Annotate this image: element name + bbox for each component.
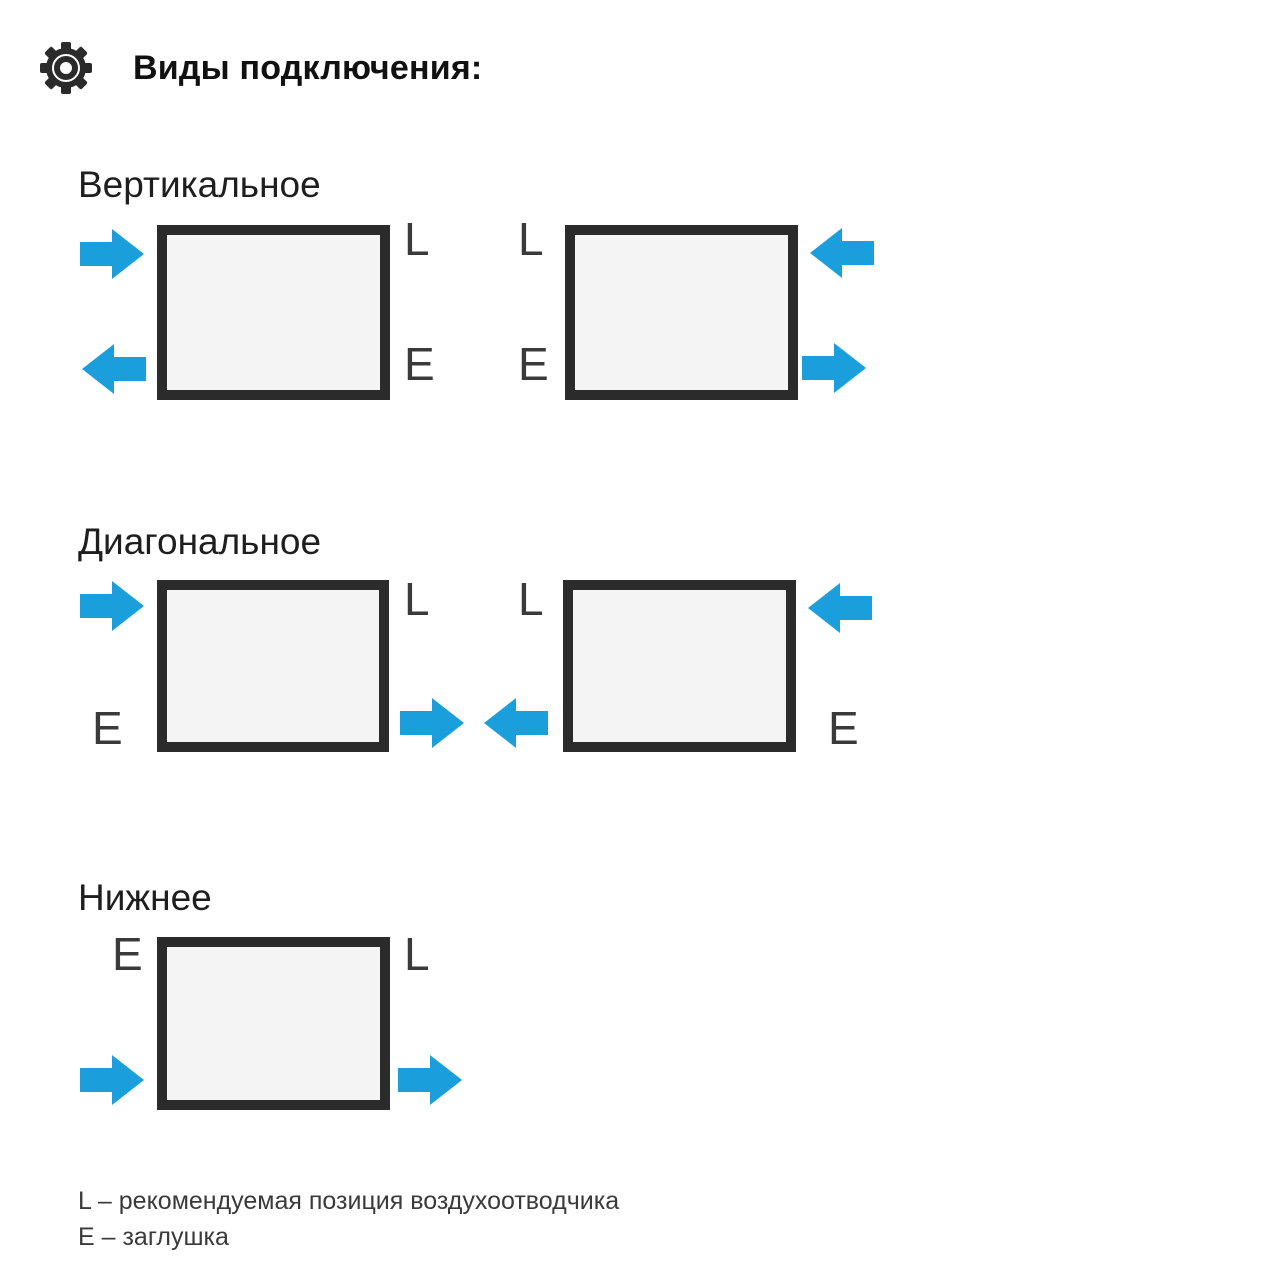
flow-in-arrow (80, 1055, 144, 1105)
radiator-body (157, 225, 390, 400)
flow-out-arrow (398, 1055, 462, 1105)
section-heading-vertical: Вертикальное (78, 164, 321, 205)
flow-out-arrow (802, 343, 866, 393)
flow-in-arrow (80, 581, 144, 631)
flow-out-arrow (484, 698, 548, 748)
flow-in-arrow (80, 229, 144, 279)
flow-out-arrow (82, 344, 146, 394)
port-label-l: L (518, 573, 544, 625)
radiator-body (157, 580, 389, 752)
port-label-l: L (404, 928, 430, 980)
legend-line-e: E – заглушка (78, 1223, 229, 1251)
radiator-body (565, 225, 798, 400)
legend-line-l: L – рекомендуемая позиция воздухоотводчика (78, 1187, 620, 1215)
port-label-l: L (518, 213, 544, 265)
port-label-e: E (518, 338, 549, 390)
flow-out-arrow (400, 698, 464, 748)
flow-in-arrow (810, 228, 874, 278)
flow-in-arrow (808, 583, 872, 633)
port-label-e: E (112, 928, 143, 980)
gear-icon (38, 40, 94, 96)
port-label-l: L (404, 573, 430, 625)
section-heading-bottom: Нижнее (78, 877, 212, 918)
radiator-body (563, 580, 796, 752)
port-label-e: E (92, 702, 123, 754)
port-label-e: E (404, 338, 435, 390)
page-title: Виды подключения: (133, 49, 483, 87)
section-heading-diagonal: Диагональное (78, 521, 322, 562)
port-label-l: L (404, 213, 430, 265)
radiator-body (157, 937, 390, 1110)
port-label-e: E (828, 702, 859, 754)
